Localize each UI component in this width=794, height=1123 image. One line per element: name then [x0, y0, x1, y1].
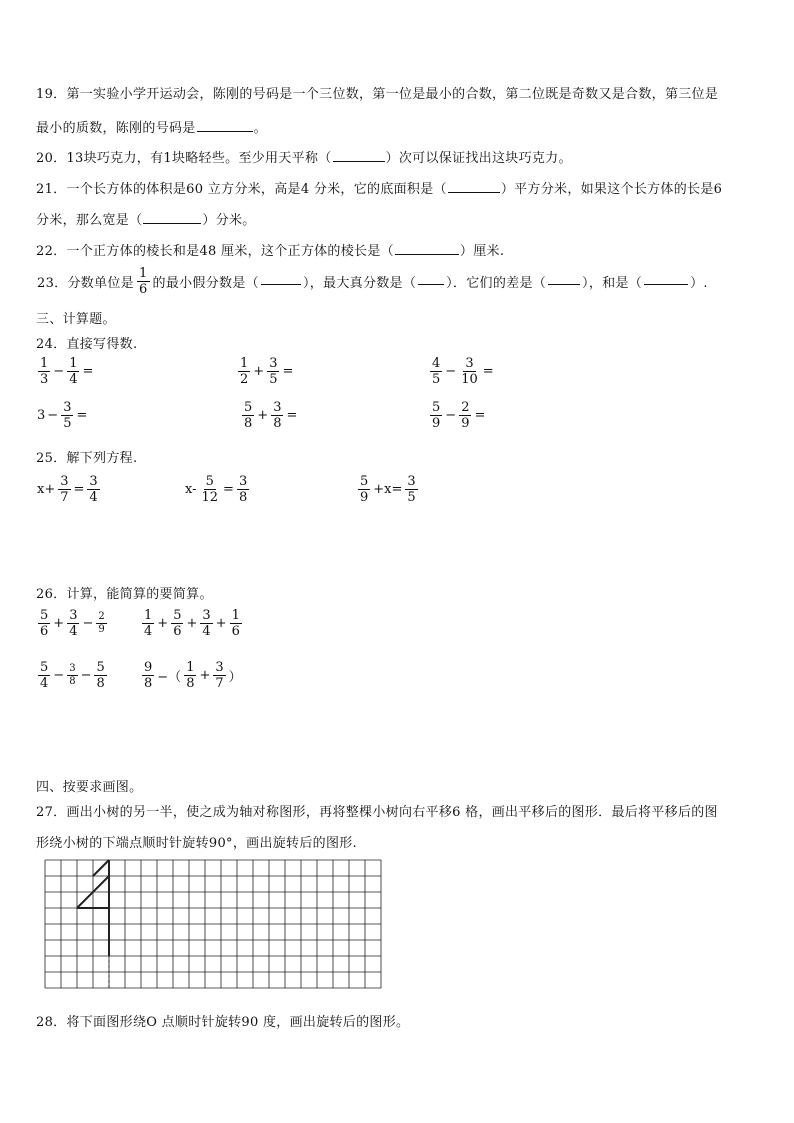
q25-equation-3: $\frac{5}{9}$ +x= $\frac{3}{5}$: [360, 474, 416, 505]
q25-equation-1: x+ $\frac{3}{7}$ = $\frac{3}{4}$: [37, 474, 98, 505]
q24-expr-3: $\frac{4}{5}$ − $\frac{3}{10}$ =: [432, 356, 494, 387]
question-27-line2: 形绕小树的下端点顺时针旋转90°，画出旋转后的图形.: [36, 836, 357, 851]
answer-blank[interactable]: [448, 180, 500, 193]
q23-text-e: ），和是（: [582, 276, 643, 291]
q22-text-b: ）厘米.: [459, 244, 505, 259]
q25-equation-2: x- $\frac{5}{12}$ = $\frac{3}{8}$: [185, 474, 248, 505]
q21-text-c: 分米，那么宽是（: [36, 213, 143, 228]
q22-text-a: 22．一个正方体的棱长和是48 厘米，这个正方体的棱长是（: [36, 244, 394, 259]
q23-text-b: 的最小假分数是（: [152, 276, 259, 291]
question-22: [36, 240, 504, 259]
q23-text-f: ）.: [690, 276, 708, 291]
answer-blank[interactable]: [197, 119, 253, 132]
question-25-title: 25．解下列方程.: [36, 451, 138, 466]
answer-blank[interactable]: [418, 272, 444, 285]
q26-expr-2: $\frac{1}{4}$ + $\frac{5}{6}$ + $\frac{3}{4}$ + $\frac{1}{6}$: [144, 608, 240, 639]
question-28: 28．将下面图形绕O 点顺时针旋转90 度，画出旋转后的图形。: [36, 1015, 410, 1030]
section-4-heading: 四、按要求画图。: [36, 780, 143, 795]
q19-end: 。: [253, 121, 267, 136]
question-19-line2: [36, 117, 267, 136]
q24-expr-1: $\frac{1}{3}$ − $\frac{1}{4}$ =: [40, 356, 94, 387]
q20-text-b: ）次可以保证找出这块巧克力。: [385, 151, 572, 166]
grid-canvas[interactable]: [44, 859, 382, 999]
drawing-grid[interactable]: [44, 859, 382, 1003]
q24-expr-6: $\frac{5}{9}$ − $\frac{2}{9}$ =: [432, 400, 486, 431]
answer-blank[interactable]: [333, 149, 385, 162]
q19-text: 最小的质数，陈刚的号码是: [36, 121, 196, 136]
question-23: [36, 266, 709, 297]
q24-expr-5: $\frac{5}{8}$ + $\frac{3}{8}$ =: [244, 400, 298, 431]
q20-text-a: 20．13块巧克力，有1块略轻些。至少用天平称（: [36, 151, 332, 166]
answer-blank[interactable]: [143, 211, 201, 224]
q23-text-c: ），最大真分数是（: [302, 276, 417, 291]
tree-branch-top: [93, 860, 109, 876]
q23-text-d: ）．它们的差是（: [446, 276, 547, 291]
q21-text-d: ）分米。: [202, 213, 256, 228]
answer-blank[interactable]: [548, 272, 580, 285]
q23-text-a: 23．分数单位是: [37, 276, 134, 291]
question-20: [36, 147, 572, 166]
q26-expr-3: $\frac{5}{4}$ − $\frac{3}{8}$ − $\frac{5}{8}$: [40, 660, 105, 691]
question-26-title: 26．计算，能简算的要简算。: [36, 587, 213, 602]
q24-expr-4: 3 − $\frac{3}{5}$ =: [37, 400, 88, 431]
q21-text-a: 21．一个长方体的体积是60 立方分米，高是4 分米，它的底面积是（: [36, 182, 447, 197]
denominator: 6: [138, 282, 148, 297]
question-21-line2: [36, 209, 256, 228]
q21-text-b: ）平方分米，如果这个长方体的长是6: [500, 182, 723, 197]
q26-expr-1: $\frac{5}{6}$ + $\frac{3}{4}$ − $\frac{2}{9}$: [40, 608, 105, 639]
question-19-line1: 19．第一实验小学开运动会，陈刚的号码是一个三位数，第一位是最小的合数，第二位既是奇数又是合数，第三位是: [36, 87, 719, 102]
section-3-heading: 三、计算题。: [36, 312, 116, 327]
answer-blank[interactable]: [395, 242, 459, 255]
question-21-line1: [36, 178, 722, 197]
numerator: 1: [138, 266, 148, 281]
answer-blank[interactable]: [644, 272, 688, 285]
q24-expr-2: $\frac{1}{2}$ + $\frac{3}{5}$ =: [240, 356, 294, 387]
question-27-line1: 27．画出小树的另一半，使之成为轴对称图形，再将整棵小树向右平移6 格，画出平移后的图形．最后将平移后的图: [36, 805, 718, 820]
fraction: [137, 266, 150, 297]
q26-expr-4: $\frac{9}{8}$ −（ $\frac{1}{8}$ + $\frac{3}{7}$ ）: [144, 660, 242, 691]
answer-blank[interactable]: [261, 272, 301, 285]
question-24-title: 24．直接写得数.: [36, 337, 138, 352]
